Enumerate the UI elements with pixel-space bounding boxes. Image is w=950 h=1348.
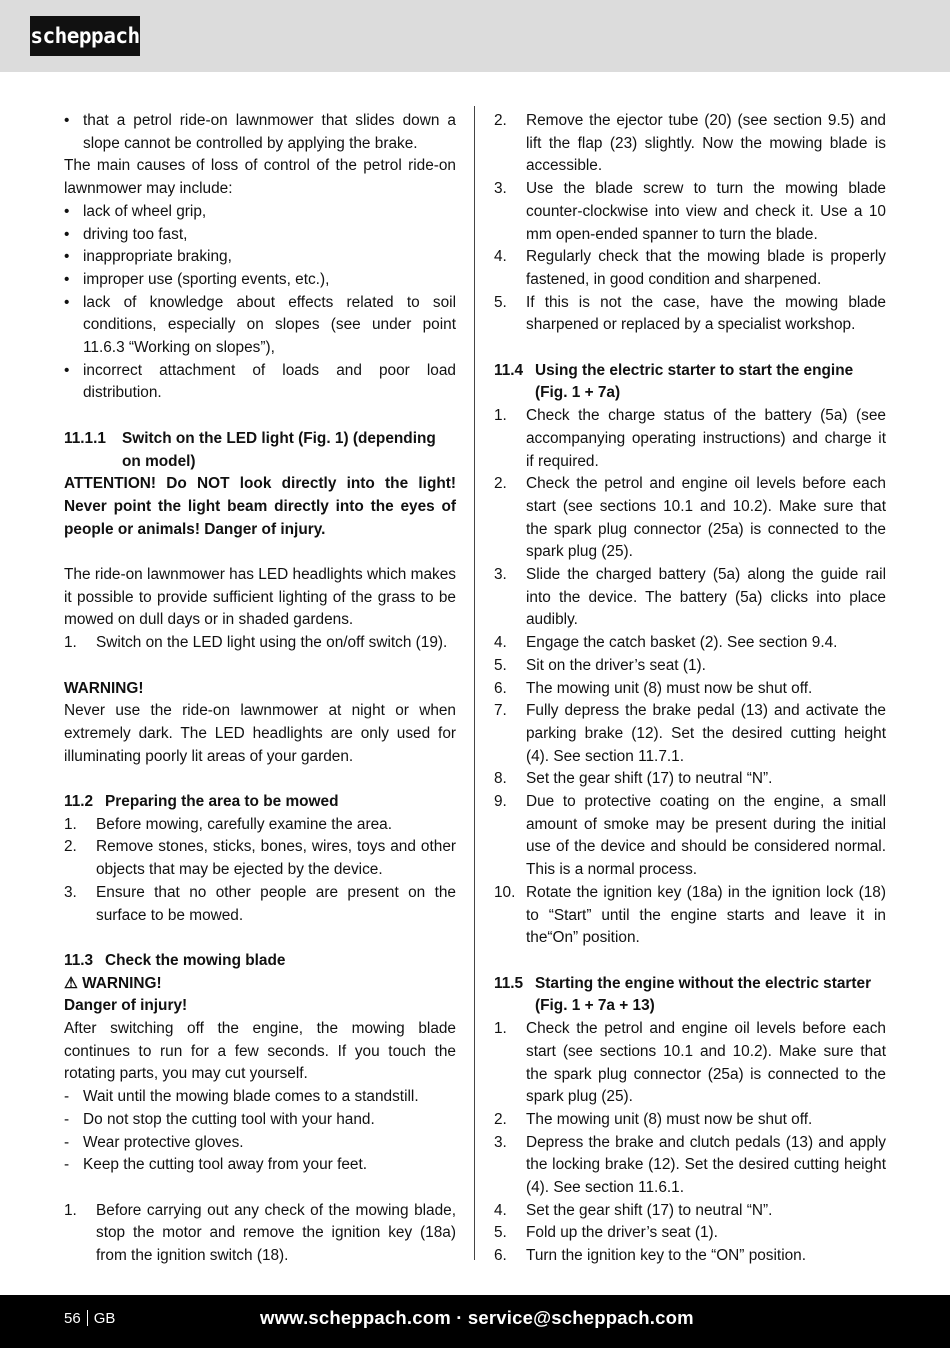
step-number: 5. [494,293,507,311]
step-text: Depress the brake and clutch pedals (13) and apply the locking brake (12). Set the desired cutting height (4). See section 11.6.1. [526,1133,886,1197]
step-text: Before carrying out any check of the mowing blade, stop the motor and remove the ignition key (18a) from the ignition switch (18). [96,1201,456,1265]
step-number: 10. [494,883,516,901]
step-number: 4. [494,248,507,266]
step-text: Before mowing, carefully examine the area. [96,815,392,833]
numbered-step [64,632,456,655]
step-text: Engage the catch basket (2). See section 9.4. [526,634,838,652]
danger-label: Danger of injury! [64,997,188,1015]
section-number: 11.4 [494,361,524,379]
numbered-step [494,1132,886,1200]
bullet-item: • inappropriate braking, [64,246,456,269]
step-number: 1. [494,1020,507,1038]
step-number: 7. [494,702,507,720]
numbered-step [494,178,886,246]
numbered-step [494,678,886,701]
step-number: 9. [494,793,507,811]
numbered-step [64,836,456,881]
step-text: Check the petrol and engine oil levels before each start (see sections 10.1 and 10.2). Make sure that the spark plug connector (25a) is connected to the spark plug (25). [526,475,886,561]
numbered-step [494,1200,886,1223]
numbered-step [494,405,886,473]
numbered-step [494,655,886,678]
warning-label: WARNING! [64,679,144,697]
paragraph: The main causes of loss of control of the petrol ride-on lawnmower may include: [64,157,456,198]
numbered-step [494,700,886,768]
scheppach-logo: scheppach [30,16,140,56]
section-number: 11.2 [64,793,94,811]
step-text: Due to protective coating on the engine, a small amount of smoke may be present during the initial use of the device and should be considered normal. This is a normal process. [526,793,886,879]
section-title: Starting the engine without the electric starter (Fig. 1 + 7a + 13) [535,974,872,1015]
step-text: Check the charge status of the battery (5a) (see accompanying operating instructions) and charge it if required. [526,407,886,470]
section-number: 11.3 [64,951,94,969]
dash-item: - Wait until the mowing blade comes to a standstill. [64,1086,456,1109]
step-text: Use the blade screw to turn the mowing blade counter-clockwise into view and check it. Use a 10 mm open-ended spanner to turn the blade. [526,180,886,243]
step-text: Regularly check that the mowing blade is properly fastened, in good condition and sharpened. [526,248,886,288]
step-number: 4. [494,1201,507,1219]
section-heading-11-1-1 [64,428,456,473]
step-number: 2. [64,838,77,856]
step-text: Turn the ignition key to the “ON” position. [526,1247,807,1265]
step-number: 3. [494,1133,507,1151]
step-number: 5. [494,656,507,674]
step-text: The mowing unit (8) must now be shut off. [526,679,813,697]
step-text: Fold up the driver’s seat (1). [526,1224,718,1242]
step-number: 3. [494,566,507,584]
numbered-step [494,791,886,882]
step-number: 1. [64,815,77,833]
step-number: 1. [494,407,507,425]
page-footer [0,1295,950,1348]
step-text: Check the petrol and engine oil levels before each start (see sections 10.1 and 10.2). Make sure that the spark plug connector (25a) is connected to the spark plug (25). [526,1020,886,1106]
page-header [0,0,950,72]
section-number: 11.1.1 [64,429,106,447]
right-column [494,110,886,1268]
step-number: 2. [494,112,507,129]
numbered-step [494,110,886,178]
warning-label [64,973,456,996]
section-title: Using the electric starter to start the engine (Fig. 1 + 7a) [535,361,854,402]
page-number-block [64,1310,115,1327]
numbered-step [494,246,886,291]
section-heading-11-4 [494,360,886,405]
step-text: Fully depress the brake pedal (13) and activate the parking brake (12). Set the desired cutting height (4). See section 11.7.1. [526,702,886,765]
numbered-step [494,768,886,791]
numbered-step [64,814,456,837]
section-heading-11-3 [64,950,456,973]
paragraph: After switching off the engine, the mowing blade continues to run for a few seconds. If you touch the rotating parts, you may cut yourself. [64,1020,456,1083]
bullet-item: • that a petrol ride-on lawnmower that slides down a slope cannot be controlled by applying the brake. [64,110,456,155]
section-title: Preparing the area to be mowed [105,793,339,811]
step-number: 3. [64,883,77,901]
step-text: Set the gear shift (17) to neutral “N”. [526,770,773,788]
step-text: The mowing unit (8) must now be shut off. [526,1110,813,1128]
paragraph: The ride-on lawnmower has LED headlights which makes it possible to provide sufficient lighting of the grass to be mowed on dull days or in shaded gardens. [64,566,456,629]
step-number: 8. [494,770,507,788]
numbered-step [494,292,886,337]
step-text: Remove stones, sticks, bones, wires, toys and other objects that may be ejected by the device. [96,838,456,879]
left-column [64,110,456,1268]
numbered-step [494,1222,886,1245]
step-text: Remove the ejector tube (20) (see section 9.5) and lift the flap (23) slightly. Now the mowing blade is accessible. [526,112,886,175]
bullet-item: • lack of wheel grip, [64,201,456,224]
dash-item: - Wear protective gloves. [64,1132,456,1155]
step-number: 1. [64,634,77,652]
attention-text: ATTENTION! Do NOT look directly into the light! Never point the light beam directly into the eyes of people or animals! Danger of injury. [64,475,456,538]
step-number: 1. [64,1201,77,1219]
step-number: 6. [494,679,507,697]
step-number: 5. [494,1224,507,1242]
step-text: Ensure that no other people are present on the surface to be mowed. [96,883,456,924]
numbered-step [494,632,886,655]
step-number: 3. [494,180,507,198]
language-code: GB [93,1310,116,1327]
page-number: 56 [64,1310,81,1327]
section-heading-11-2 [64,791,456,814]
numbered-step [494,473,886,564]
bullet-item: • incorrect attachment of loads and poor load distribution. [64,360,456,405]
paragraph: Never use the ride-on lawnmower at night or when extremely dark. The LED headlights are only used for illuminating poorly lit areas of your garden. [64,702,456,765]
step-text: Set the gear shift (17) to neutral “N”. [526,1201,773,1219]
numbered-step [494,564,886,632]
dash-item: - Do not stop the cutting tool with your hand. [64,1109,456,1132]
numbered-step [494,1018,886,1109]
warning-triangle-icon: ⚠ [64,974,78,992]
step-number: 4. [494,634,507,652]
step-text: Sit on the driver’s seat (1). [526,656,706,674]
step-text: If this is not the case, have the mowing blade sharpened or replaced by a specialist workshop. [526,293,886,334]
step-text: Rotate the ignition key (18a) in the ignition lock (18) to “Start” until the engine starts and leave it in the“On” position. [526,883,886,947]
section-title: Switch on the LED light (Fig. 1) (depending on model) [122,429,436,470]
numbered-step [494,1109,886,1132]
step-text: Slide the charged battery (5a) along the guide rail into the device. The battery (5a) clicks into place audibly. [526,566,886,629]
warning-text: WARNING! [82,974,162,992]
step-number: 2. [494,1110,507,1128]
step-text: Switch on the LED light using the on/off switch (19). [96,634,448,652]
column-divider [474,106,475,1260]
bullet-item: • improper use (sporting events, etc.), [64,269,456,292]
section-title: Check the mowing blade [105,951,286,969]
footer-separator [87,1310,88,1326]
bullet-item: • lack of knowledge about effects related to soil conditions, especially on slopes (see under point 11.6.3 “Working on slopes”), [64,292,456,360]
contact-links[interactable]: www.scheppach.com · service@scheppach.com [260,1307,694,1328]
bullet-item: • driving too fast, [64,224,456,247]
section-heading-11-5 [494,973,886,1018]
step-number: 2. [494,475,507,493]
dash-item: - Keep the cutting tool away from your feet. [64,1154,456,1177]
step-number: 6. [494,1247,507,1265]
numbered-step [494,1245,886,1268]
section-number: 11.5 [494,974,524,992]
numbered-step [494,882,886,950]
numbered-step [64,882,456,927]
numbered-step [64,1200,456,1268]
